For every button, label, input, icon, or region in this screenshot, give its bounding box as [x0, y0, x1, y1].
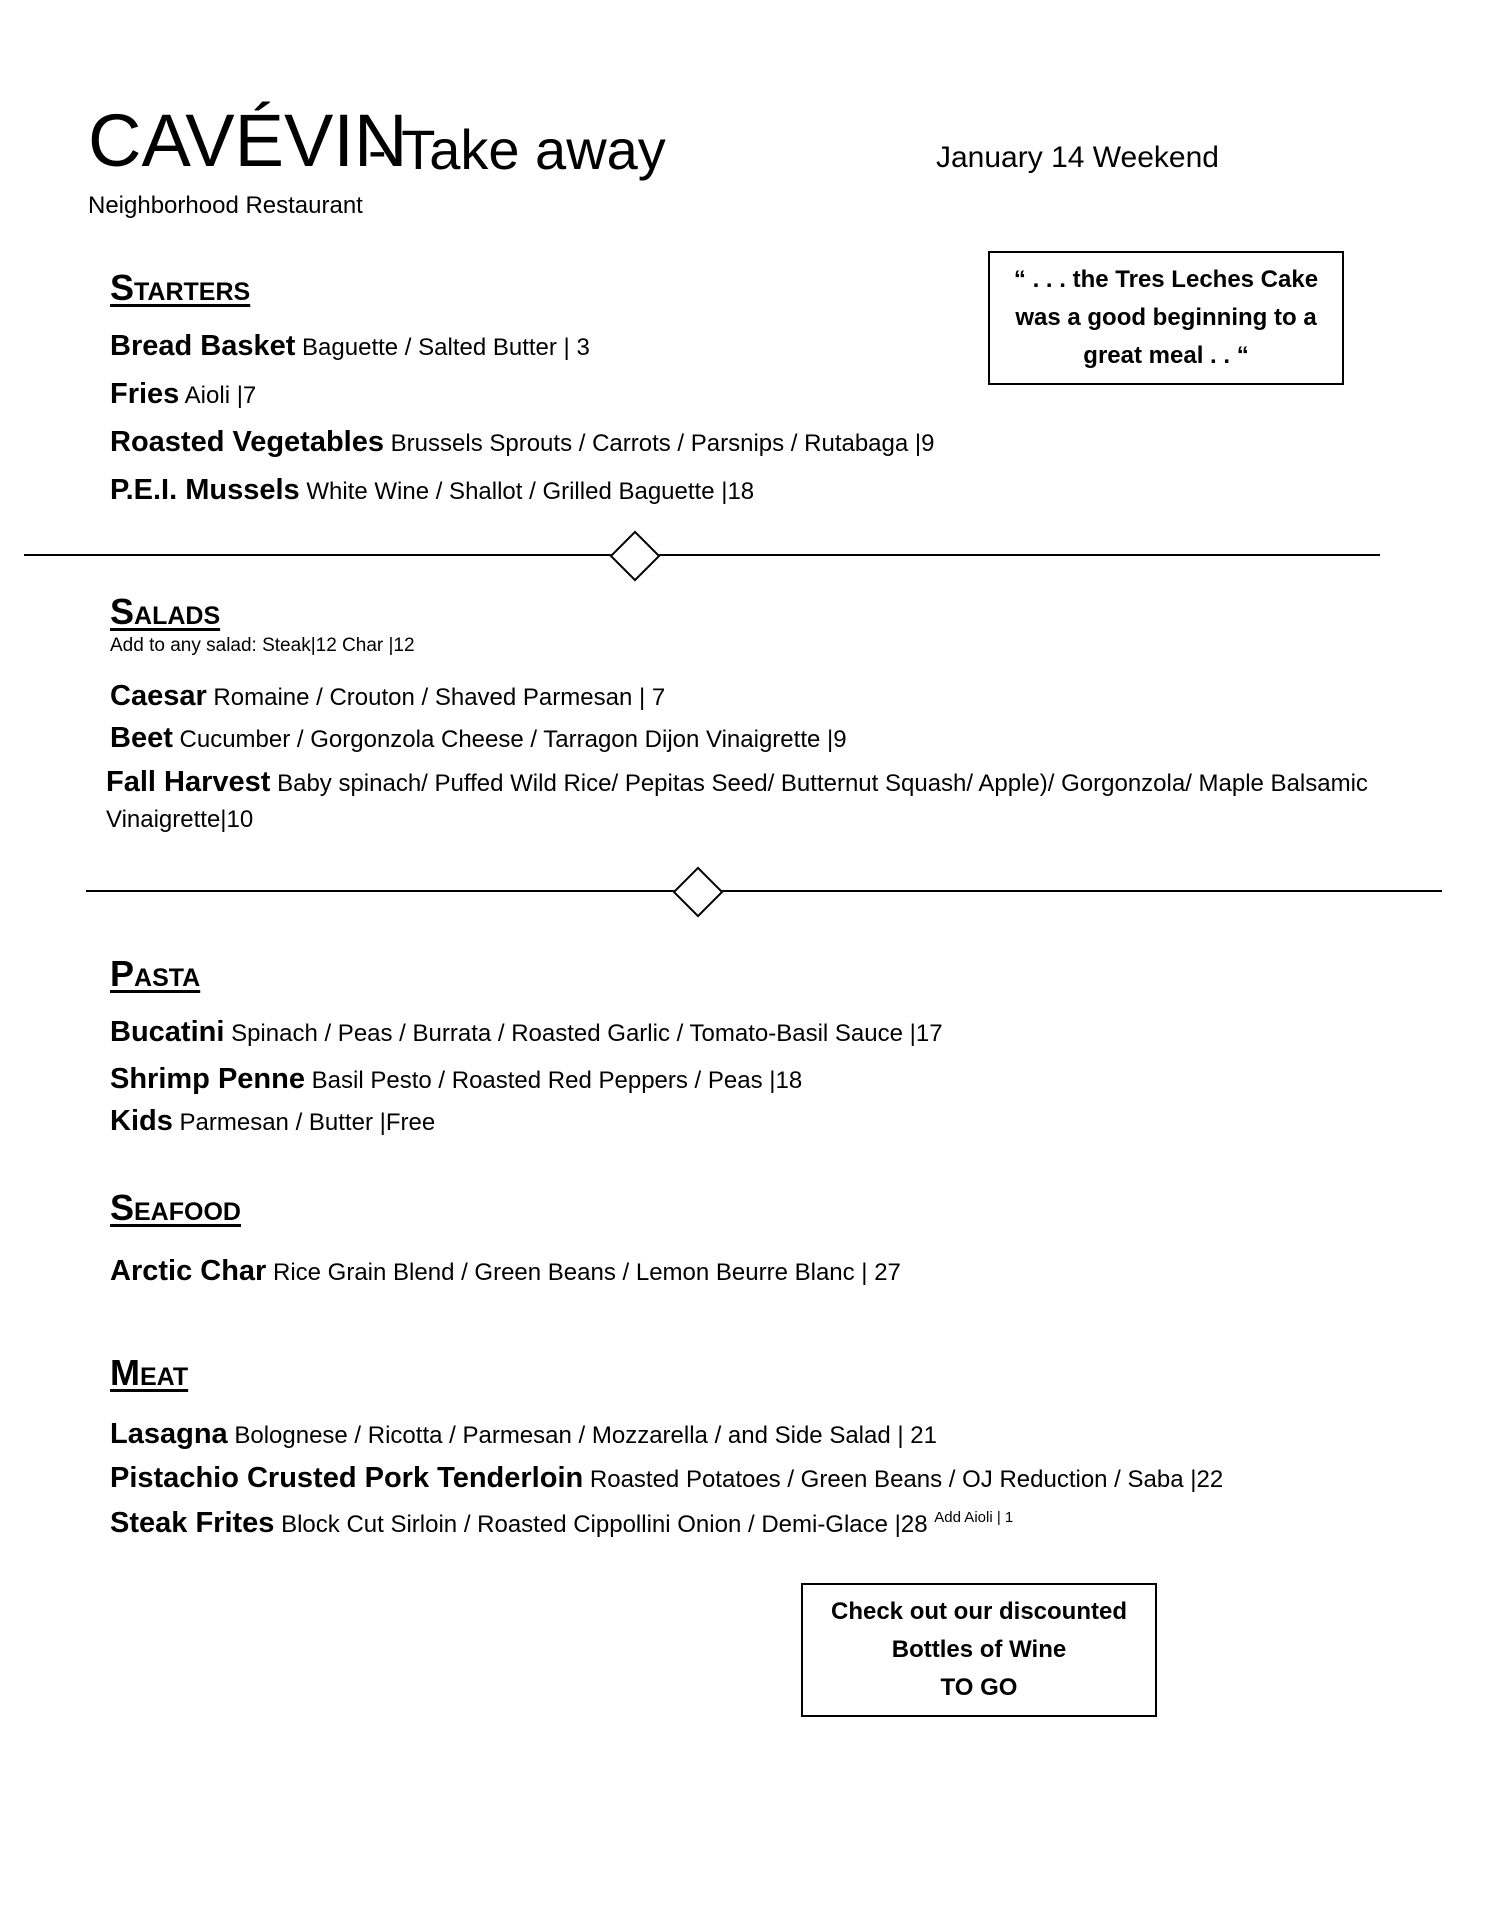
divider-diamond — [610, 531, 661, 582]
item-name: Shrimp Penne — [110, 1063, 305, 1095]
item-name: Pistachio Crusted Pork Tenderloin — [110, 1462, 584, 1494]
section-divider — [86, 890, 1442, 892]
item-name: Caesar — [110, 680, 207, 712]
section-title-salads: Salads — [110, 591, 221, 632]
menu-item — [110, 722, 847, 755]
menu-item — [106, 762, 1436, 836]
item-name: Arctic Char — [110, 1255, 267, 1287]
menu-item — [110, 474, 754, 507]
item-name: Steak Frites — [110, 1507, 275, 1539]
menu-date: January 14 Weekend — [936, 141, 1219, 174]
item-desc: Spinach / Peas / Burrata / Roasted Garlic / Tomato-Basil Sauce |17 — [224, 1020, 943, 1047]
menu-item — [110, 426, 934, 459]
section-title-seafood: Seafood — [110, 1187, 241, 1228]
item-desc: Romaine / Crouton / Shaved Parmesan | 7 — [206, 684, 666, 711]
item-addon: Add Aioli | 1 — [934, 1509, 1014, 1526]
restaurant-logo-name — [88, 99, 408, 182]
menu-item — [110, 1418, 937, 1451]
quote-line: great meal . . “ — [1083, 342, 1249, 369]
item-desc: Parmesan / Butter |Free — [172, 1109, 436, 1136]
item-desc: Rice Grain Blend / Green Beans / Lemon Beurre Blanc | 27 — [266, 1259, 901, 1286]
quote-line: was a good beginning to a — [1015, 304, 1317, 331]
menu-item — [110, 1507, 1013, 1540]
restaurant-tagline: Neighborhood Restaurant — [88, 192, 363, 219]
promo-line: Check out our discounted — [830, 1598, 1127, 1625]
wine-promo-box — [801, 1583, 1157, 1717]
menu-item — [110, 1462, 1223, 1495]
item-desc: Bolognese / Ricotta / Parmesan / Mozzarella / and Side Salad | 21 — [227, 1422, 937, 1449]
divider-diamond — [673, 867, 724, 918]
item-desc: White Wine / Shallot / Grilled Baguette |18 — [299, 478, 755, 505]
section-title-starters: Starters — [110, 267, 251, 308]
item-desc: Baby spinach/ Puffed Wild Rice/ Pepitas Seed/ Butternut Squash/ Apple)/ Gorgonzola/ Maple Balsamic Vinaigrette|10 — [106, 770, 1368, 833]
menu-item — [110, 1063, 802, 1096]
item-desc: Baguette / Salted Butter | 3 — [295, 334, 590, 361]
section-title-meat: Meat — [110, 1352, 189, 1393]
item-desc: Cucumber / Gorgonzola Cheese / Tarragon Dijon Vinaigrette |9 — [172, 726, 847, 753]
item-name: Lasagna — [110, 1418, 228, 1450]
promo-line: TO GO — [940, 1674, 1018, 1701]
item-name: Bread Basket — [110, 330, 296, 362]
item-name: Beet — [110, 722, 173, 754]
item-desc: Roasted Potatoes / Green Beans / OJ Reduction / Saba |22 — [583, 1466, 1224, 1493]
item-name: Roasted Vegetables — [110, 426, 384, 458]
salad-addon-note: Add to any salad: Steak|12 Char |12 — [110, 635, 415, 656]
menu-item — [110, 680, 665, 713]
section-title-pasta: Pasta — [110, 953, 201, 994]
quote-line: “ . . . the Tres Leches Cake — [1013, 266, 1319, 293]
brand-vin: VIN — [284, 99, 408, 182]
item-name: Bucatini — [110, 1016, 225, 1048]
menu-item — [110, 1016, 943, 1049]
item-name: P.E.I. Mussels — [110, 474, 300, 506]
menu-item — [110, 1255, 901, 1288]
item-name: Kids — [110, 1105, 173, 1137]
brand-cave: CAVÉ — [88, 99, 285, 182]
item-desc: Basil Pesto / Roasted Red Peppers / Peas |18 — [305, 1067, 803, 1094]
menu-subtitle: - Take away — [368, 118, 666, 181]
section-divider — [24, 554, 1380, 556]
quote-box — [988, 251, 1344, 385]
menu-item — [110, 330, 590, 363]
item-desc: Block Cut Sirloin / Roasted Cippollini Onion / Demi-Glace |28 — [274, 1511, 928, 1538]
item-name: Fries — [110, 378, 180, 410]
item-desc: Brussels Sprouts / Carrots / Parsnips / Rutabaga |9 — [384, 430, 935, 457]
item-name: Fall Harvest — [106, 766, 271, 798]
menu-item — [110, 378, 256, 411]
item-desc: Aioli |7 — [179, 382, 257, 409]
promo-line: Bottles of Wine — [891, 1636, 1067, 1663]
menu-item — [110, 1105, 435, 1138]
